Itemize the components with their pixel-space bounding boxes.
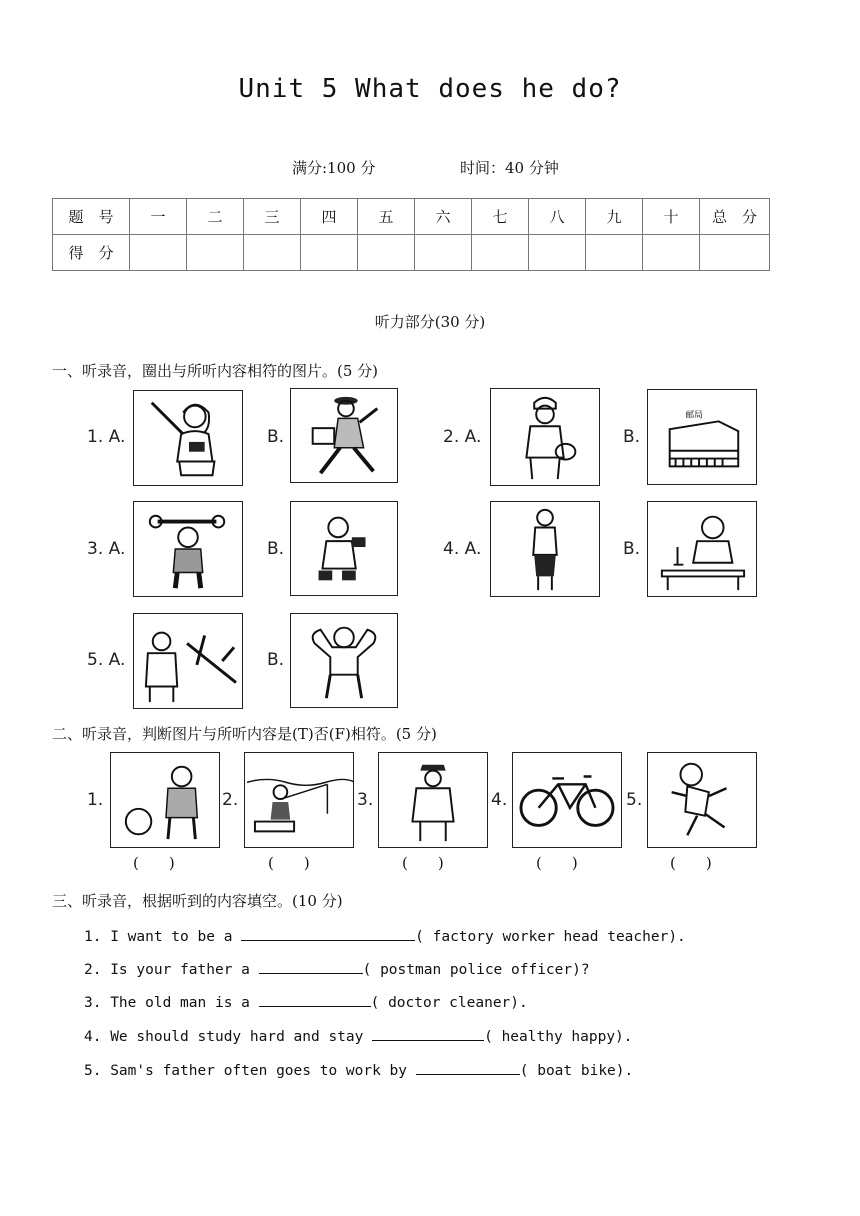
- item-number: 3.: [84, 995, 102, 1011]
- photographer-picture[interactable]: [290, 501, 398, 596]
- score-input-cell[interactable]: [643, 235, 700, 271]
- q2-a-label: 2. A.: [443, 427, 482, 447]
- score-input-cell[interactable]: [529, 235, 586, 271]
- football-player-picture[interactable]: [110, 752, 220, 848]
- police-officer-picture[interactable]: [378, 752, 488, 848]
- q1-a-label: 1. A.: [87, 427, 126, 447]
- post-office-picture[interactable]: [647, 389, 757, 485]
- section-3-heading: 三、听录音，根据听到的内容填空。(10 分): [52, 892, 343, 910]
- table-cell: 题 号: [53, 199, 130, 235]
- score-input-cell[interactable]: [301, 235, 358, 271]
- item-text: I want to be a: [110, 929, 242, 945]
- answer-paren-4[interactable]: ( ): [536, 854, 578, 872]
- running-boy-picture[interactable]: [647, 752, 757, 848]
- item-text: Sam's father often goes to work by: [110, 1063, 416, 1079]
- item-text: We should study hard and stay: [110, 1029, 373, 1045]
- section-1-heading: 一、听录音，圈出与所听内容相符的图片。(5 分): [52, 362, 379, 380]
- item-options: ( postman police officer)?: [362, 962, 590, 978]
- score-table-header-row: [53, 199, 770, 235]
- answer-blank[interactable]: [241, 926, 415, 941]
- answer-paren-3[interactable]: ( ): [402, 854, 444, 872]
- item-options: ( factory worker head teacher).: [415, 929, 686, 945]
- q3-a-label: 3. A.: [87, 539, 126, 559]
- s2-q5-label: 5.: [626, 790, 643, 810]
- score-input-cell[interactable]: [358, 235, 415, 271]
- table-cell: 九: [586, 199, 643, 235]
- strongman-picture[interactable]: [290, 613, 398, 708]
- table-cell: 四: [301, 199, 358, 235]
- q1-b-label: B.: [267, 427, 285, 447]
- score-input-cell[interactable]: [244, 235, 301, 271]
- item-text: The old man is a: [110, 995, 259, 1011]
- fisherman-picture[interactable]: [244, 752, 354, 848]
- score-input-cell[interactable]: [700, 235, 770, 271]
- table-cell: 三: [244, 199, 301, 235]
- score-input-cell[interactable]: [130, 235, 187, 271]
- item-number: 1.: [84, 929, 102, 945]
- post-office-sign: 邮局: [685, 410, 703, 421]
- q5-b-label: B.: [267, 650, 285, 670]
- score-input-cell[interactable]: [415, 235, 472, 271]
- teacher-picture[interactable]: [133, 390, 243, 486]
- fill-item-4: [84, 1026, 633, 1045]
- full-score: 满分:100 分: [292, 159, 376, 177]
- s2-q1-label: 1.: [87, 790, 104, 810]
- answer-blank[interactable]: [416, 1060, 520, 1075]
- q5-a-label: 5. A.: [87, 650, 126, 670]
- time-limit: 时间：40 分钟: [460, 159, 559, 177]
- item-number: 4.: [84, 1029, 102, 1045]
- item-text: Is your father a: [110, 962, 259, 978]
- answer-paren-2[interactable]: ( ): [268, 854, 310, 872]
- answer-blank[interactable]: [259, 992, 371, 1007]
- item-number: 2.: [84, 962, 102, 978]
- table-cell: 八: [529, 199, 586, 235]
- table-cell: 五: [358, 199, 415, 235]
- table-cell: 一: [130, 199, 187, 235]
- item-number: 5.: [84, 1063, 102, 1079]
- section-2-heading: 二、听录音，判断图片与所听内容是(T)否(F)相符。(5 分): [52, 725, 437, 743]
- s2-q4-label: 4.: [491, 790, 508, 810]
- businesswoman-picture[interactable]: [490, 501, 600, 597]
- fill-item-5: [84, 1060, 633, 1079]
- fill-item-1: [84, 926, 686, 945]
- fill-item-3: [84, 992, 528, 1011]
- table-cell: 总 分: [700, 199, 770, 235]
- fill-item-2: [84, 959, 590, 978]
- mechanic-picture[interactable]: [133, 501, 243, 597]
- businessman-picture[interactable]: [290, 388, 398, 483]
- answer-paren-5[interactable]: ( ): [670, 854, 712, 872]
- s2-q2-label: 2.: [222, 790, 239, 810]
- item-options: ( doctor cleaner).: [370, 995, 528, 1011]
- scientist-picture[interactable]: [647, 501, 757, 597]
- item-options: ( healthy happy).: [484, 1029, 633, 1045]
- table-cell: 二: [187, 199, 244, 235]
- score-input-cell[interactable]: [472, 235, 529, 271]
- postman-picture[interactable]: [490, 388, 600, 486]
- table-cell: 十: [643, 199, 700, 235]
- q2-b-label: B.: [623, 427, 641, 447]
- score-table-score-row: [53, 235, 770, 271]
- pilot-picture[interactable]: [133, 613, 243, 709]
- s2-q3-label: 3.: [357, 790, 374, 810]
- answer-blank[interactable]: [259, 959, 363, 974]
- table-cell: 六: [415, 199, 472, 235]
- answer-paren-1[interactable]: ( ): [133, 854, 175, 872]
- answer-blank[interactable]: [372, 1026, 484, 1041]
- score-table: [52, 198, 770, 271]
- table-cell: 七: [472, 199, 529, 235]
- score-input-cell[interactable]: [586, 235, 643, 271]
- q4-b-label: B.: [623, 539, 641, 559]
- page-title: Unit 5 What does he do?: [238, 74, 622, 104]
- item-options: ( boat bike).: [519, 1063, 634, 1079]
- q3-b-label: B.: [267, 539, 285, 559]
- bicycle-picture[interactable]: [512, 752, 622, 848]
- q4-a-label: 4. A.: [443, 539, 482, 559]
- score-input-cell[interactable]: [187, 235, 244, 271]
- listening-section-header: 听力部分(30 分): [374, 313, 486, 331]
- table-cell: 得 分: [53, 235, 130, 271]
